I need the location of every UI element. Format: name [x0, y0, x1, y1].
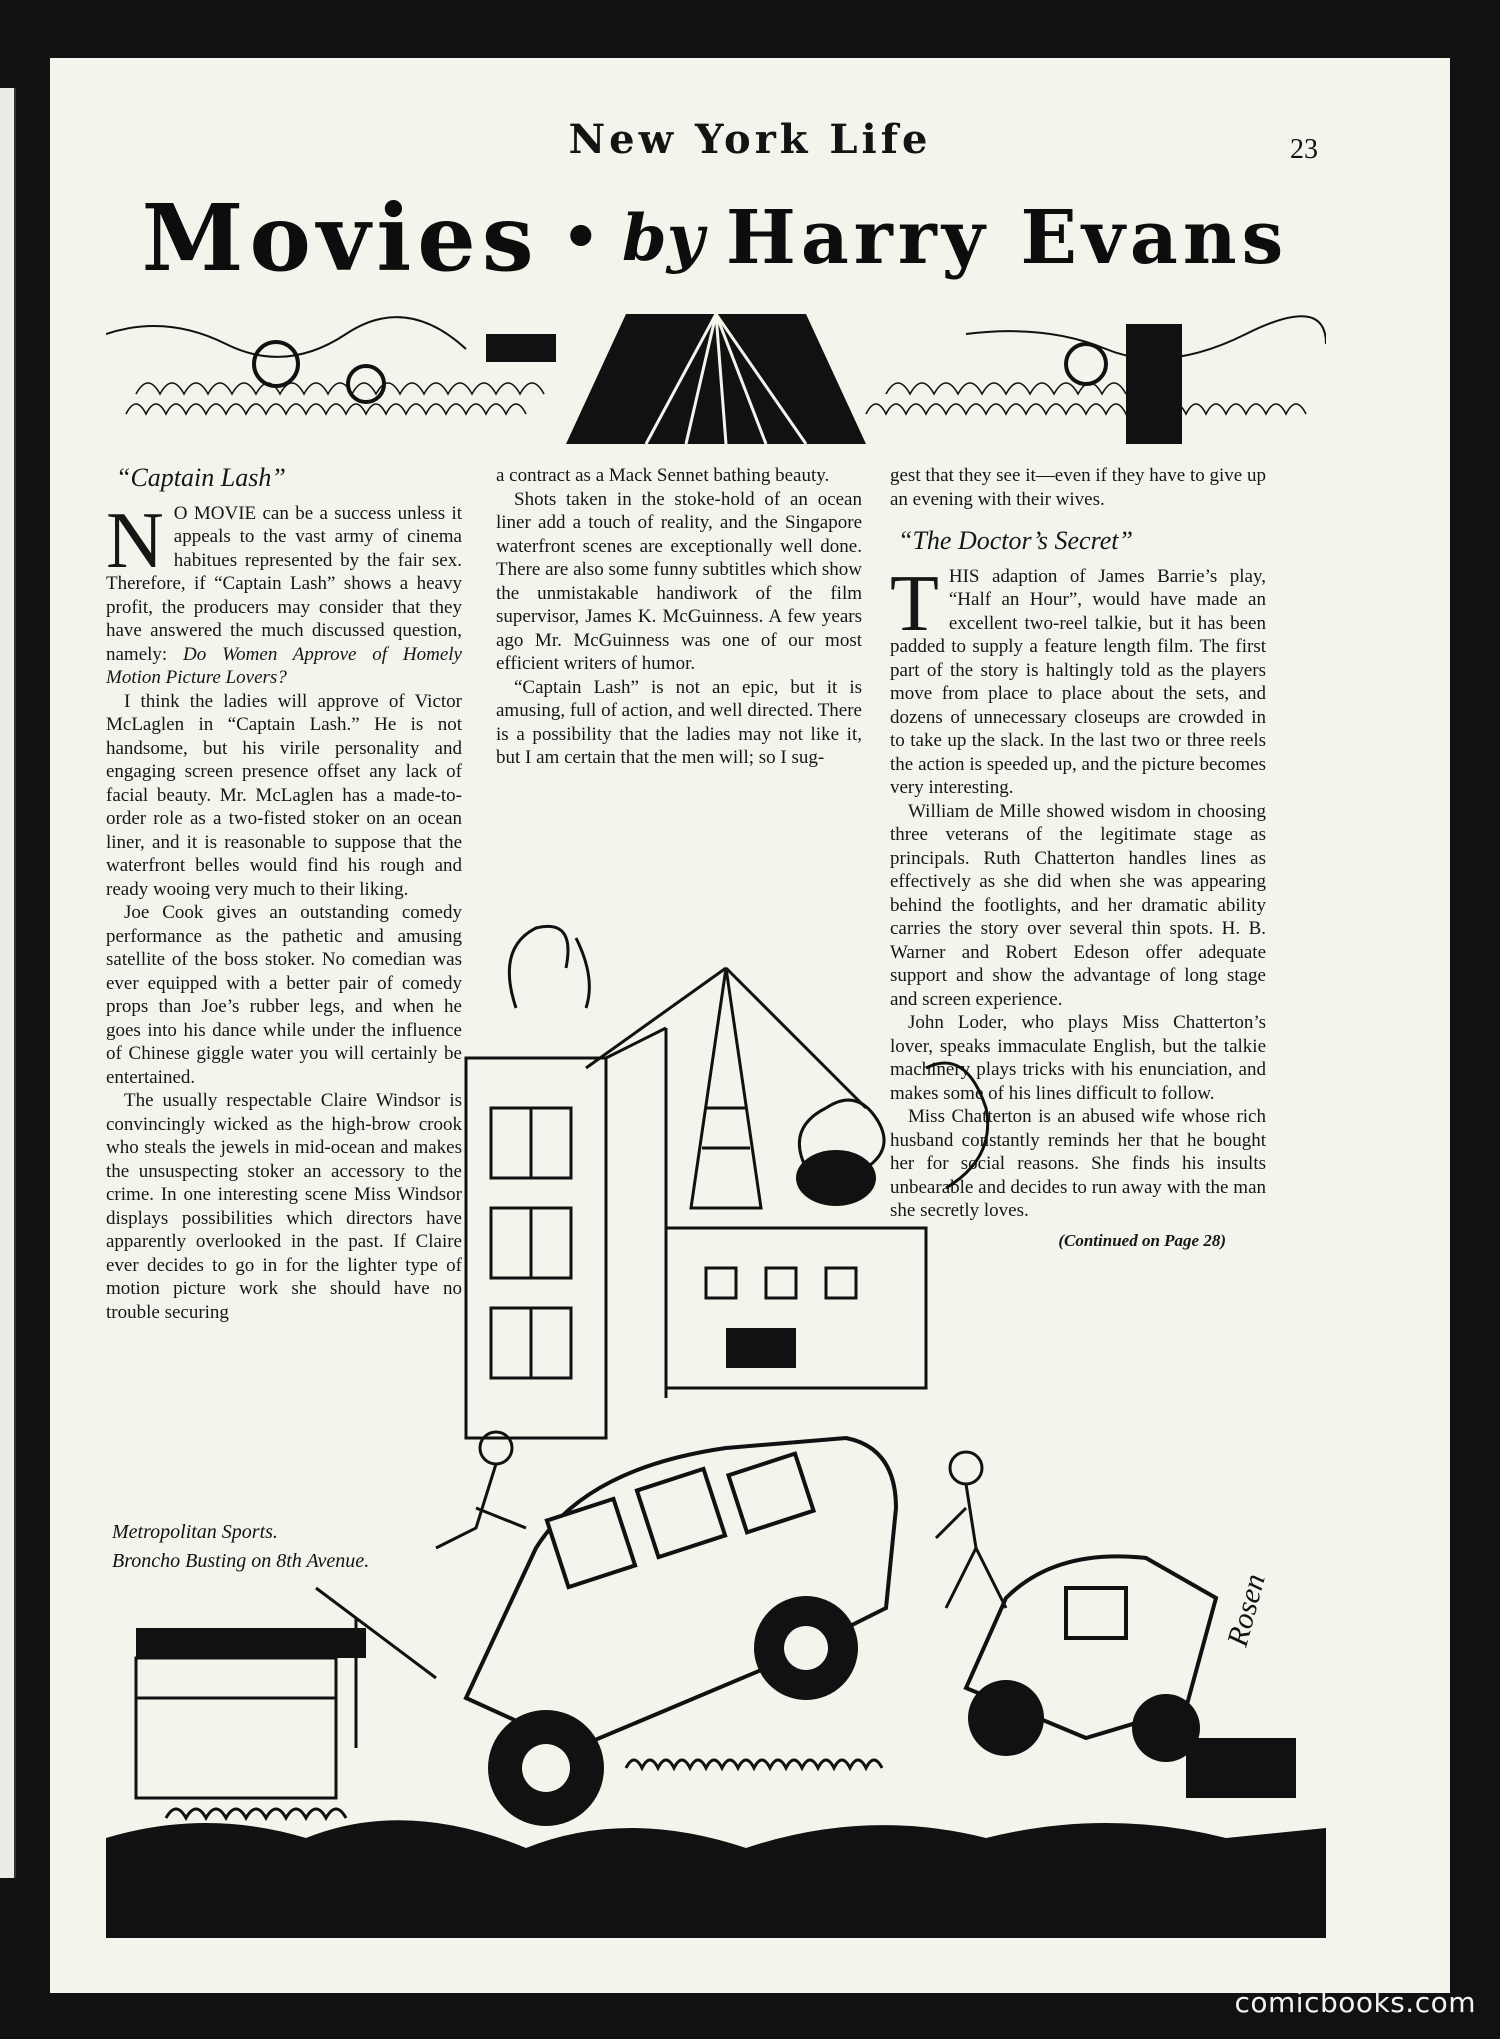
paragraph: The usually respectable Claire Windsor is convincingly wicked as the high-brow crook who steals the jewels in mid-ocean and makes the unsuspecting stoker an accessory to the crime. In one interesting scene Miss Windsor displays possibilities which directors have apparently overlooked in the past. If Claire ever decides to go in for the lighter type of motion picture work she should have no trouble securing — [106, 1090, 462, 1323]
artist-signature: Rosen — [1220, 1570, 1272, 1650]
title-separator-dot: • — [561, 203, 600, 273]
illustration-caption — [112, 1518, 369, 1576]
page-number: 23 — [1290, 134, 1318, 165]
title-main: Movies — [141, 184, 540, 292]
facing-page-edge — [0, 88, 16, 1878]
paragraph: a contract as a Mack Sennet bathing beauty. — [496, 465, 830, 486]
caption-line-2: Broncho Busting on 8th Avenue. — [112, 1550, 370, 1572]
broncho-busting-illustration — [106, 908, 1326, 1938]
title-by: by — [621, 200, 704, 276]
paragraph: I think the ladies will approve of Victor McLaglen in “Captain Lash.” He is not handsome, but his virile personality and engaging screen presence offset any lack of facial beauty. Mr. McLaglen has a made-to-order role as a two-fisted stoker on an ocean liner, and it is reasonable to suppose that the waterfront belles would find his rough and ready wooing very much to their liking. — [106, 690, 462, 900]
drop-cap: T — [890, 559, 939, 648]
drop-cap: N — [106, 496, 164, 585]
header-crowd-illustration — [106, 294, 1326, 444]
section-heading-captain-lash: “Captain Lash” — [116, 463, 286, 492]
paragraph-italic-question: Do Women Approve of Homely Motion Picture Lovers? — [106, 643, 462, 688]
paragraph — [890, 559, 1266, 800]
article-title — [106, 178, 1324, 298]
title-author: Harry Evans — [725, 195, 1289, 281]
magazine-page — [50, 58, 1450, 1993]
paragraph-text: HIS adaption of James Barrie’s play, “Half an Hour”, would have made an excellent two-reel talkie, but it has been padded to supply a feature length film. The first part of the story is haltingly told as the players move from place to place about the sets, and dozens of unnecessary closeups are crowded in to take up the slack. In the last two or three reels the action is speeded up, and the picture becomes very interesting. — [890, 565, 1266, 798]
paragraph: “Captain Lash” is not an epic, but it is amusing, full of action, and well directed. There is a possibility that the ladies may not like it, but I am certain that the men will; so I sug- — [496, 676, 862, 768]
continued-note: (Continued on Page 28) — [1058, 1230, 1226, 1250]
section-heading-doctors-secret: “The Doctor’s Secret” — [898, 526, 1133, 555]
paragraph: William de Mille showed wisdom in choosing three veterans of the legitimate stage as principals. Ruth Chatterton handles lines as effectively as she did when she was appearing behind the footlights, and her dramatic ability carries the story over several thin spots. H. B. Warner and Robert Edeson offer adequate support and show the advantage of long stage and screen experience. — [890, 800, 1266, 1010]
paragraph: Joe Cook gives an outstanding comedy performance as the pathetic and amusing satellite of the boss stoker. No comedian was ever equipped with a better pair of comedy props than Joe’s rubber legs, and when he goes into his dance while under the influence of Chinese giggle water you will certainly be entertained. — [106, 902, 462, 1088]
paragraph — [106, 496, 462, 690]
caption-line-1: Metropolitan Sports. — [112, 1521, 278, 1543]
paragraph-text: O MOVIE can be a success unless it appeals to the vast army of cinema habitues represented by the fair sex. Therefore, if “Captain Lash” shows a heavy profit, the producers may consider that they have answered the much discussed question, namely: — [106, 502, 462, 665]
paragraph: Shots taken in the stoke-hold of an ocean liner add a touch of reality, and the Singapore waterfront scenes are exceptionally well done. There are also some funny subtitles which show the unmistakable handiwork of the film supervisor, James K. McGuinness. A few years ago Mr. McGuinness was one of our most efficient writers of humor. — [496, 488, 862, 674]
site-watermark: comicbooks.com — [1234, 1986, 1476, 2019]
masthead: New York Life — [568, 116, 932, 163]
paragraph: John Loder, who plays Miss Chatterton’s lover, speaks immaculate English, but the talkie machinery plays tricks with his enunciation, and makes some of his lines difficult to follow. — [890, 1012, 1266, 1104]
article-column-2 — [496, 464, 862, 770]
paragraph: Miss Chatterton is an abused wife whose rich husband constantly reminds her that he bought her for social reasons. She finds his insults unbearable and decides to run away with the man she secretly loves. — [890, 1106, 1266, 1221]
paragraph: gest that they see it—even if they have to give up an evening with their wives. — [890, 465, 1266, 510]
